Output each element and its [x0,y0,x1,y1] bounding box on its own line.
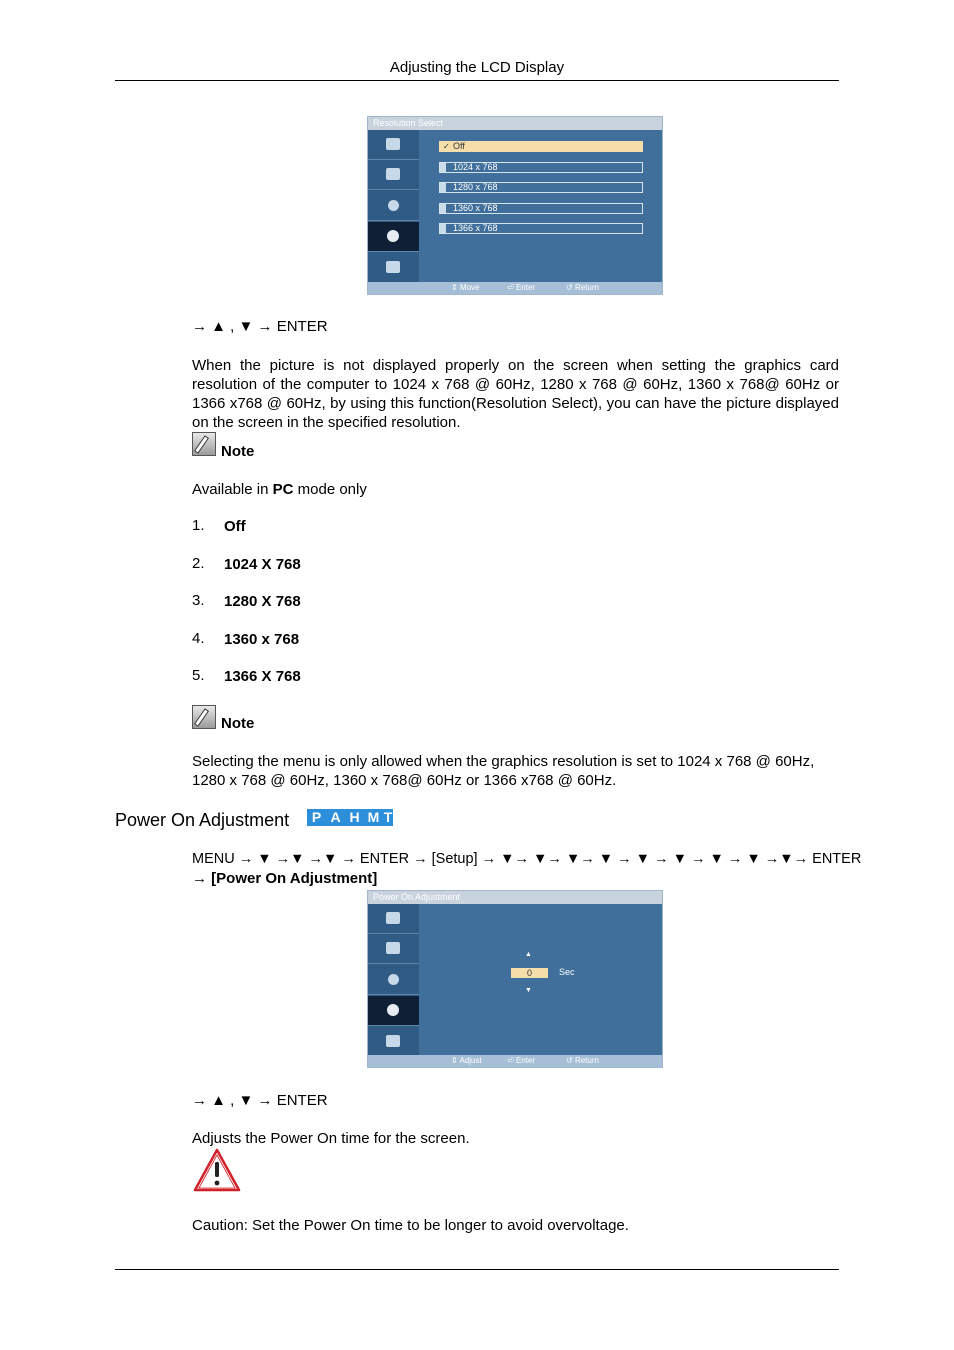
nav-instruction-1: → ▲ , ▼ → ENTER [192,318,328,335]
list-number: 5. [192,667,205,684]
power-on-description: Adjusts the Power On time for the screen. [192,1130,470,1147]
header-rule [115,80,839,81]
page-header-title: Adjusting the LCD Display [389,59,565,76]
osd-footer-enter: ⏎ Enter [507,1056,536,1065]
note-label: Note [221,443,255,460]
osd-sidebar [368,904,419,1057]
osd-side-picture-icon [368,160,419,190]
osd-up-arrow-icon: ▲ [525,951,532,958]
caution-text: Caution: Set the Power On time to be longer to avoid overvoltage. [192,1217,629,1234]
osd-unit-label: Sec [559,967,575,977]
menu-path-line-2: → [Power On Adjustment] [192,870,378,887]
list-number: 2. [192,555,205,572]
osd-footer [368,282,662,294]
available-text: Available in PC mode only [192,481,367,498]
list-item: 1366 X 768 [224,668,301,685]
osd-down-arrow-icon: ▼ [525,987,532,994]
section-heading: Power On Adjustment [115,810,290,830]
osd-footer-adjust: ⇕ Adjust [451,1056,482,1065]
note-label: Note [221,715,255,732]
note-icon [192,432,216,456]
osd-footer [368,1055,662,1067]
osd-side-setup-icon [368,996,419,1026]
osd-side-input-icon [368,904,419,934]
caution-warning-icon [193,1148,241,1192]
mode-badge-t: T [383,809,393,825]
list-number: 3. [192,592,205,609]
nav-instruction-2: → ▲ , ▼ → ENTER [192,1092,328,1109]
list-number: 4. [192,630,205,647]
osd-title: Power On Adjustment [368,891,662,904]
menu-path-line-1: MENU → ▼ →▼ →▼ → ENTER → [Setup] → ▼→ ▼→ ▼→ ▼ → ▼ → ▼ → ▼ → ▼ →▼→ ENTER [192,851,862,867]
osd-footer-return: ↺ Return [566,1056,599,1065]
osd-sidebar [368,130,419,283]
osd-side-picture-icon [368,934,419,964]
selection-note-text: Selecting the menu is only allowed when the graphics resolution is set to 1024 x 768 @ 60Hz, 1280 x 768 @ 60Hz, 1360 x 768@ 60Hz or 1366 x768 @ 60Hz. [192,753,815,789]
osd-title: Resolution Select [368,117,662,130]
mode-badge-p: P [307,809,326,826]
osd-side-multi-icon [368,1027,419,1057]
osd-footer-enter: ⏎ Enter [507,283,536,292]
mode-badge-a: A [326,809,345,826]
osd-value-field: 0 [511,968,548,978]
osd-footer-return: ↺ Return [566,283,599,292]
footer-rule [115,1269,839,1270]
list-item: 1360 x 768 [224,631,300,648]
osd-option-1360: 1360 x 768 [439,203,643,214]
list-item: 1024 X 768 [224,556,301,573]
mode-badge-m: M [364,809,383,826]
mode-badge-h: H [345,809,364,826]
osd-side-multi-icon [368,253,419,283]
note-icon [192,705,216,729]
list-item: Off [224,518,246,535]
list-item: 1280 X 768 [224,593,301,610]
osd-footer-move: ⇕ Move [451,283,480,292]
power-on-adjustment-screenshot [367,890,663,1068]
osd-option-1280: 1280 x 768 [439,182,643,193]
resolution-select-screenshot [367,116,663,295]
osd-option-1024: 1024 x 768 [439,162,643,173]
osd-option-1366: 1366 x 768 [439,223,643,234]
osd-side-setup-icon [368,222,419,252]
osd-side-input-icon [368,130,419,160]
osd-side-sound-icon [368,191,419,221]
osd-option-off: ✓ Off [439,141,643,152]
osd-side-sound-icon [368,965,419,995]
list-number: 1. [192,517,205,534]
resolution-description: When the picture is not displayed properly on the screen when setting the graphics card resolution of the computer to 1024 x 768 @ 60Hz, 1280 x 768 @ 60Hz, 1360 x 768@ 60Hz or 1366 x768 @ 60Hz, by using this function(Resolution Select), you can have the picture displayed on the screen in the specified resolution. [192,357,839,431]
